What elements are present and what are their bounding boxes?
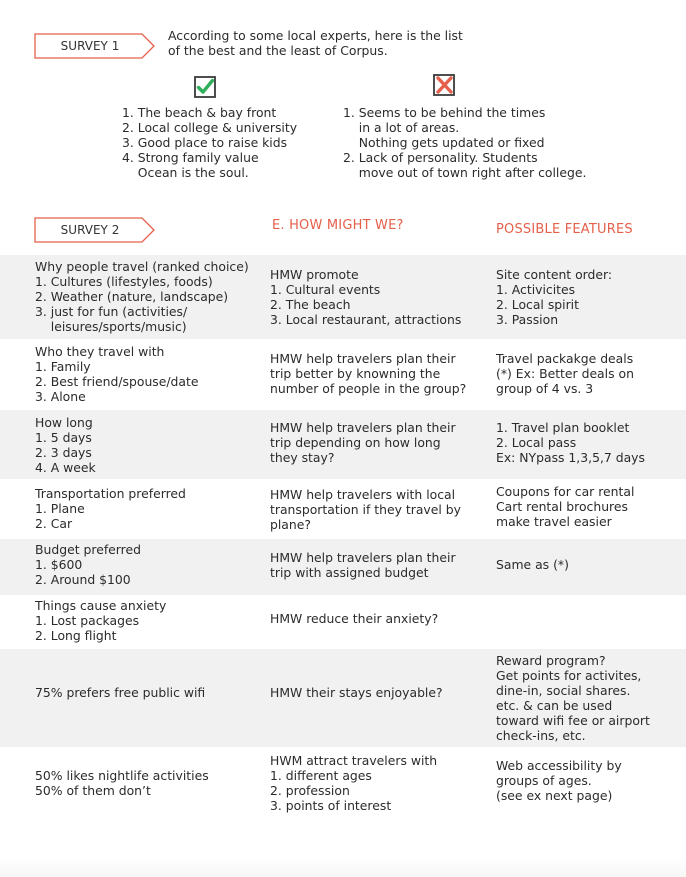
hmw-cell: HMW help travelers with local transportation if they travel by plane? <box>270 487 461 532</box>
x-icon <box>433 74 455 96</box>
table-row <box>0 339 686 410</box>
table-row <box>0 539 686 595</box>
finding-cell: Why people travel (ranked choice) 1. Cultures (lifestyles, foods) 2. Weather (nature, landscape) 3. just for fun (activities/ leisures/sports/music) <box>35 259 249 334</box>
table-row <box>0 255 686 339</box>
finding-cell: Who they travel with 1. Family 2. Best friend/spouse/date 3. Alone <box>35 344 199 404</box>
survey-1-intro: According to some local experts, here is the list of the best and the least of Corpus. <box>168 28 463 58</box>
feature-cell: Travel packakge deals (*) Ex: Better deals on group of 4 vs. 3 <box>496 351 634 396</box>
survey-2-tag <box>34 217 156 243</box>
hmw-cell: HWM attract travelers with 1. different ages 2. profession 3. points of interest <box>270 753 438 813</box>
hmw-cell: HMW help travelers plan their trip with assigned budget <box>270 550 456 580</box>
feature-cell: Coupons for car rental Cart rental brochures make travel easier <box>496 484 635 529</box>
hmw-cell: HMW help travelers plan their trip better by knowning the number of people in the group? <box>270 351 467 396</box>
best-list: 1. The beach & bay front 2. Local college & university 3. Good place to raise kids 4. Strong family value Ocean is the soul. <box>122 105 298 180</box>
finding-cell: Budget preferred 1. $600 2. Around $100 <box>35 542 141 587</box>
survey-1-tag <box>34 33 156 59</box>
least-list: 1. Seems to be behind the times in a lot of areas. Nothing gets updated or fixed 2. Lack of personality. Students move out of town right after college. <box>343 105 587 180</box>
hmw-cell: HMW promote 1. Cultural events 2. The beach 3. Local restaurant, attractions <box>270 267 462 327</box>
feature-cell: Reward program? Get points for activites, dine-in, social shares. etc. & can be used toward wifi fee or airport check-ins, etc. <box>496 653 650 743</box>
features-header: POSSIBLE FEATURES <box>496 222 633 237</box>
table-row <box>0 479 686 539</box>
finding-cell: Things cause anxiety 1. Lost packages 2. Long flight <box>35 598 167 643</box>
hmw-cell: HMW reduce their anxiety? <box>270 611 439 626</box>
table-row <box>0 410 686 479</box>
feature-cell: Same as (*) <box>496 557 569 572</box>
check-icon <box>194 76 216 98</box>
table-row <box>0 595 686 649</box>
hmw-cell: HMW their stays enjoyable? <box>270 685 443 700</box>
table-row <box>0 649 686 747</box>
finding-cell: Transportation preferred 1. Plane 2. Car <box>35 486 186 531</box>
survey-1-label: SURVEY 1 <box>60 39 120 53</box>
hmw-cell: HMW help travelers plan their trip depending on how long they stay? <box>270 420 456 465</box>
survey-2-label: SURVEY 2 <box>60 223 120 237</box>
hmw-header: E. HOW MIGHT WE? <box>272 218 404 233</box>
feature-cell: 1. Travel plan booklet 2. Local pass Ex: NYpass 1,3,5,7 days <box>496 420 645 465</box>
finding-cell: 75% prefers free public wifi <box>35 685 206 700</box>
table-row <box>0 747 686 827</box>
finding-cell: How long 1. 5 days 2. 3 days 4. A week <box>35 415 96 475</box>
feature-cell: Web accessibility by groups of ages. (see ex next page) <box>496 758 622 803</box>
finding-cell: 50% likes nightlife activities 50% of them don’t <box>35 768 209 798</box>
page-bottom-shadow <box>0 857 686 877</box>
feature-cell: Site content order: 1. Activicites 2. Local spirit 3. Passion <box>496 267 613 327</box>
